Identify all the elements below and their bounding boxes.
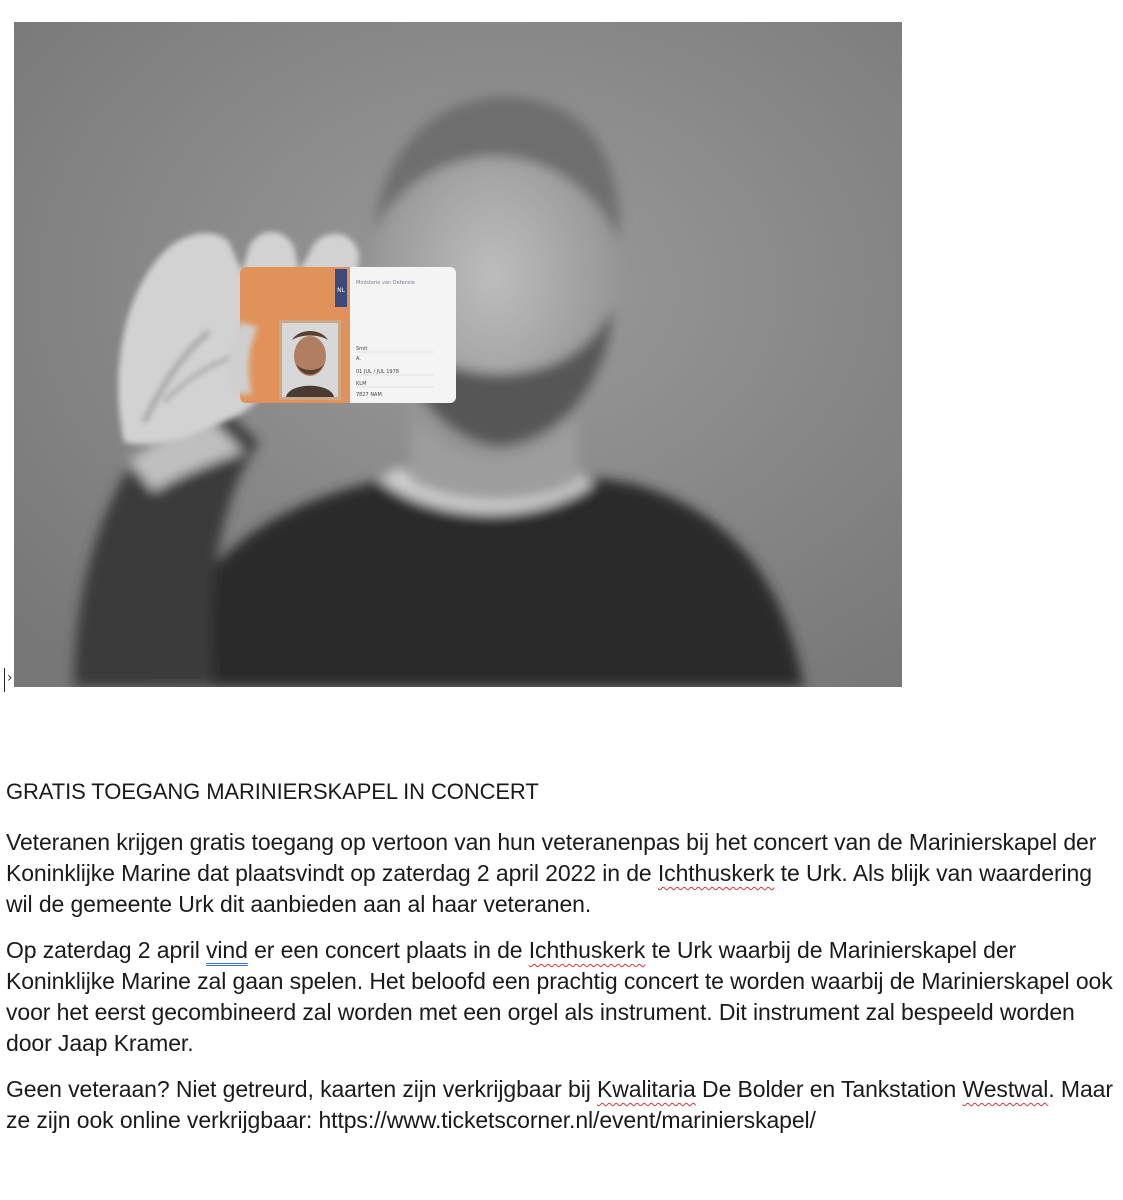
svg-text:NL: NL — [337, 287, 345, 294]
paragraph-2-text-e: te Urk waarbij de Marinierskapel der Koninklijke Marine zal gaan spelen. Het beloofd een prachtig concert te worden waarbij de Marinierskapel ook voor het eerst gecombineerd zal worden met een orgel als instrument. Dit instrument zal bespeeld worden door Jaap Kramer. — [6, 937, 1113, 1056]
veteran-card-photo — [14, 22, 902, 687]
paragraph-3 — [6, 1074, 1116, 1136]
card-number: 7827 NAM — [356, 392, 382, 398]
anchor-icon: › — [7, 670, 13, 686]
spell-error-ichthuskerk: Ichthuskerk — [657, 860, 775, 886]
paragraph-1 — [6, 827, 1116, 920]
paragraph-3-text-e: . Maar ze zijn ook online verkrijgbaar: https://www.ticketscorner.nl/event/marinierskapel/ — [6, 1076, 1113, 1133]
paragraph-3-text-a: Geen veteraan? Niet getreurd, kaarten zijn verkrijgbaar bij — [6, 1076, 598, 1102]
spell-error-westwal: Westwal — [962, 1076, 1049, 1102]
paragraph-1-text-c: te Urk. Als blijk van waardering wil de gemeente Urk dit aanbieden aan al haar veteranen. — [6, 860, 1092, 917]
card-birth: 01 JUL / JUL 1978 — [356, 369, 399, 375]
article-heading: GRATIS TOEGANG MARINIERSKAPEL IN CONCERT — [6, 779, 539, 804]
grammar-error-vind: vind — [206, 937, 248, 963]
spell-error-kwalitaria: Kwalitaria — [597, 1076, 696, 1102]
paragraph-3-text-c: De Bolder en Tankstation — [695, 1076, 963, 1102]
paragraph-2 — [6, 935, 1116, 1059]
card-initial: A. — [356, 356, 361, 362]
card-header-text: Ministerie van Defensie — [356, 280, 415, 286]
spell-error-ichthuskerk-2: Ichthuskerk — [528, 937, 646, 963]
card-name: Smit — [356, 346, 368, 352]
text-cursor — [4, 668, 5, 692]
paragraph-2-text-c: er een concert plaats in de — [247, 937, 529, 963]
article-body — [6, 776, 1116, 1151]
paragraph-2-text-a: Op zaterdag 2 april — [6, 937, 207, 963]
card-branch: KLM — [356, 381, 367, 387]
paragraph-1-text-a: Veteranen krijgen gratis toegang op vertoon van hun veteranenpas bij het concert van de Marinierskapel der Koninklijke Marine dat plaatsvindt op zaterdag 2 april 2022 in de — [6, 829, 1097, 886]
